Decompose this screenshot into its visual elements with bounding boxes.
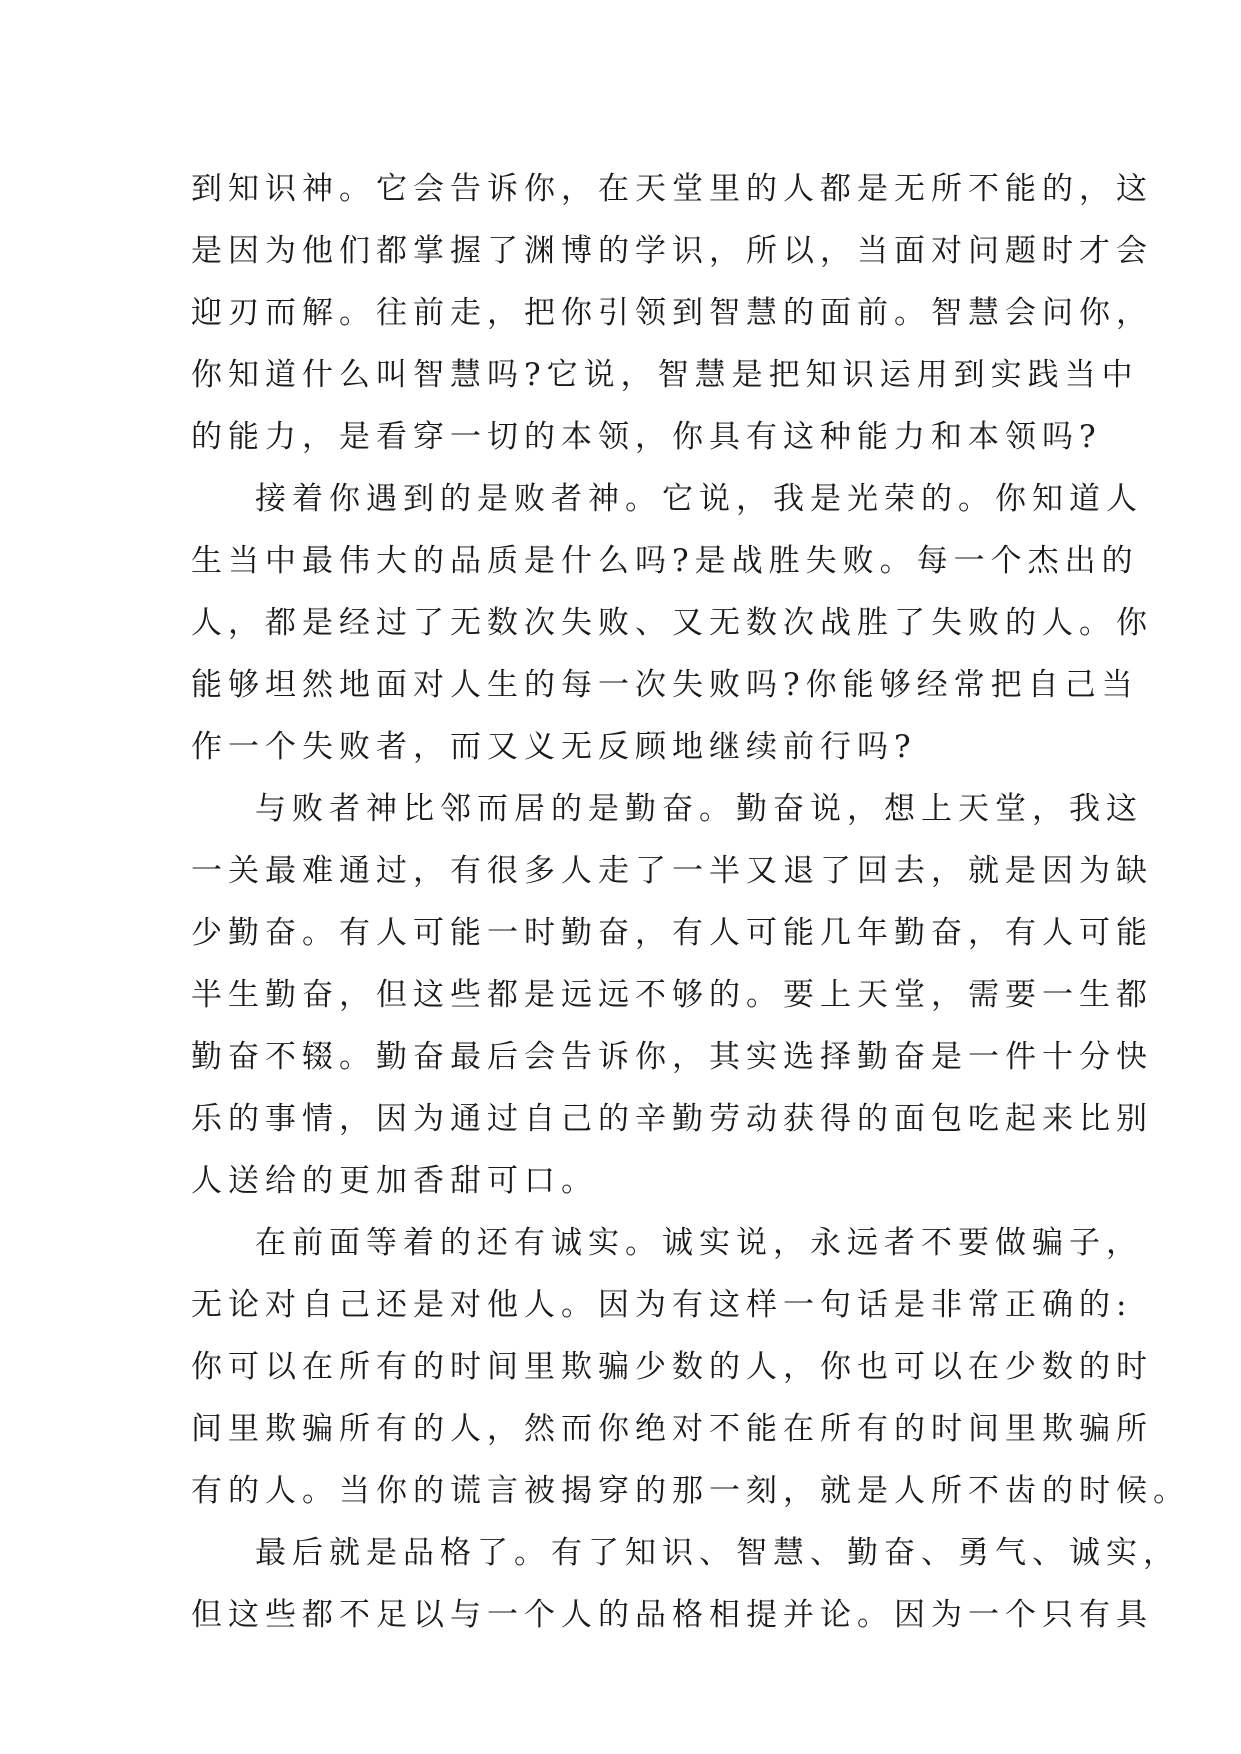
text-line: 一关最难通过，有很多人走了一半又退了回去，就是因为缺 [191, 853, 1153, 889]
text-line: 在前面等着的还有诚实。诚实说，永远者不要做骗子， [255, 1225, 1143, 1261]
text-line: 乐的事情，因为通过自己的辛勤劳动获得的面包吃起来比别 [191, 1101, 1153, 1137]
text-line: 能够坦然地面对人生的每一次失败吗?你能够经常把自己当 [191, 667, 1139, 703]
text-line: 你可以在所有的时间里欺骗少数的人，你也可以在少数的时 [191, 1349, 1153, 1385]
document-body [191, 158, 1190, 1646]
paragraph-honesty [191, 1212, 1190, 1522]
text-line: 最后就是品格了。有了知识、智慧、勤奋、勇气、诚实， [255, 1535, 1180, 1571]
text-line: 但这些都不足以与一个人的品格相提并论。因为一个只有具 [191, 1597, 1153, 1633]
text-line: 人，都是经过了无数次失败、又无数次战胜了失败的人。你 [191, 605, 1153, 641]
text-line: 的能力，是看穿一切的本领，你具有这种能力和本领吗? [191, 419, 1102, 455]
text-line: 接着你遇到的是败者神。它说，我是光荣的。你知道人 [255, 481, 1143, 517]
text-line: 少勤奋。有人可能一时勤奋，有人可能几年勤奋，有人可能 [191, 915, 1153, 951]
text-line: 勤奋不辍。勤奋最后会告诉你，其实选择勤奋是一件十分快 [191, 1039, 1153, 1075]
text-line: 你知道什么叫智慧吗?它说，智慧是把知识运用到实践当中 [191, 357, 1139, 393]
text-line: 无论对自己还是对他人。因为有这样一句话是非常正确的: [191, 1287, 1133, 1323]
text-line: 与败者神比邻而居的是勤奋。勤奋说，想上天堂，我这 [255, 791, 1143, 827]
text-line: 生当中最伟大的品质是什么吗?是战胜失败。每一个杰出的 [191, 543, 1139, 579]
paragraph-knowledge-wisdom [191, 158, 1153, 468]
paragraph-character [191, 1522, 1180, 1646]
text-line: 半生勤奋，但这些都是远远不够的。要上天堂，需要一生都 [191, 977, 1153, 1013]
text-line: 到知识神。它会告诉你，在天堂里的人都是无所不能的，这 [191, 171, 1153, 207]
text-line: 人送给的更加香甜可口。 [191, 1163, 598, 1199]
text-line: 是因为他们都掌握了渊博的学识，所以，当面对问题时才会 [191, 233, 1153, 269]
text-line: 有的人。当你的谎言被揭穿的那一刻，就是人所不齿的时候。 [191, 1473, 1190, 1509]
text-line: 间里欺骗所有的人，然而你绝对不能在所有的时间里欺骗所 [191, 1411, 1153, 1447]
text-line: 作一个失败者，而又义无反顾地继续前行吗? [191, 729, 917, 765]
paragraph-failure [191, 468, 1153, 778]
text-line: 迎刃而解。往前走，把你引领到智慧的面前。智慧会问你， [191, 295, 1153, 331]
paragraph-diligence [191, 778, 1153, 1212]
